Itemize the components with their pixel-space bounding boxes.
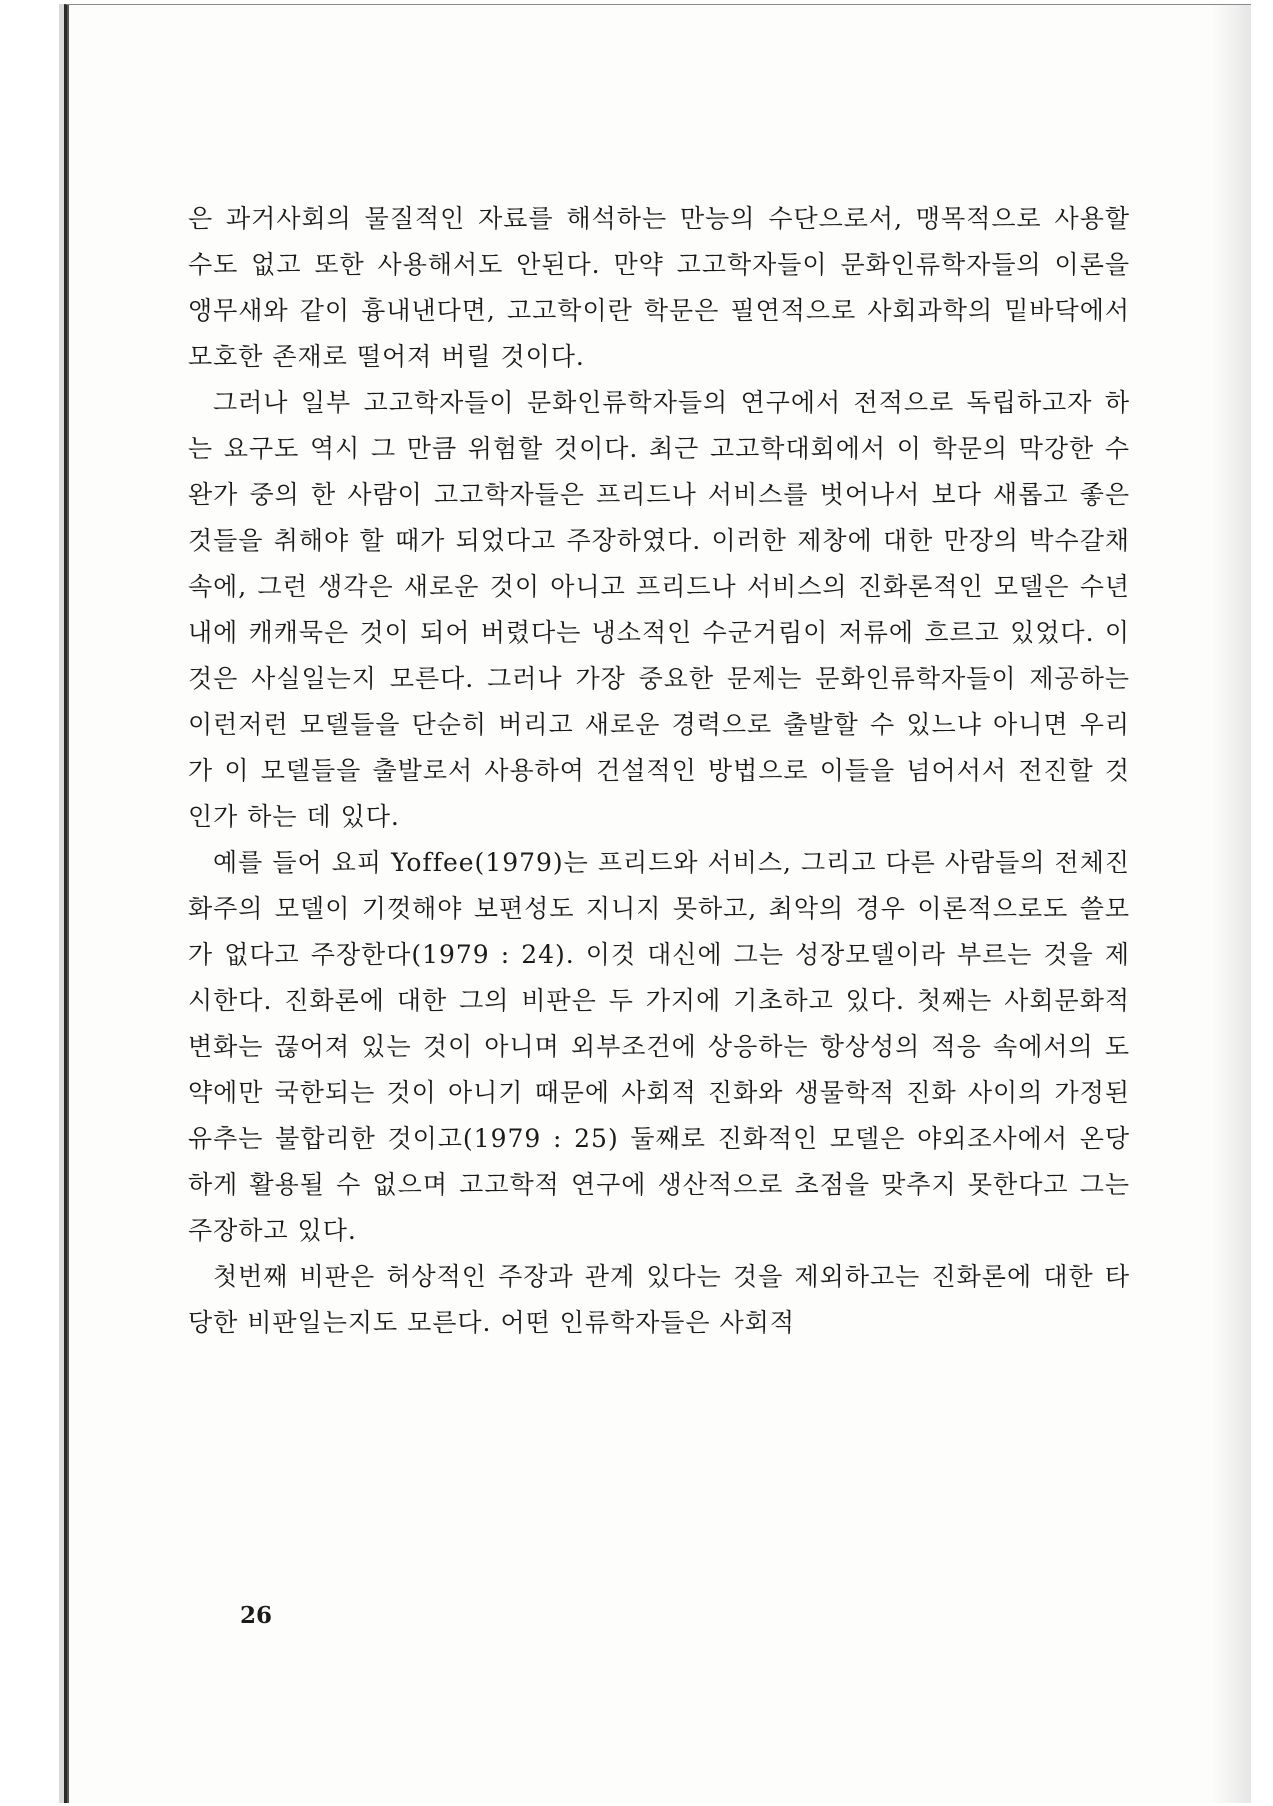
- paragraph-3: 예를 들어 요피 Yoffee(1979)는 프리드와 서비스, 그리고 다른 사람들의 전체진화주의 모델이 기껏해야 보편성도 지니지 못하고, 최악의 경우 이론적으로도 쓸모가 없다고 주장한다(1979 : 24). 이것 대신에 그는 성장모델이라 부르는 것을 제시한다. 진화론에 대한 그의 비판은 두 가지에 기초하고 있다. 첫째는 사회문화적 변화는 끊어져 있는 것이 아니며 외부조건에 상응하는 항상성의 적응 속에서의 도약에만 국한되는 것이 아니기 때문에 사회적 진화와 생물학적 진화 사이의 가정된 유추는 불합리한 것이고(1979 : 25) 둘째로 진화적인 모델은 야외조사에서 온당하게 활용될 수 없으며 고고학적 연구에 생산적으로 초점을 맞추지 못한다고 그는 주장하고 있다.: [188, 848, 1130, 1245]
- page-binding-edge: [67, 5, 69, 1803]
- paragraph-4: 첫번째 비판은 허상적인 주장과 관계 있다는 것을 제외하고는 진화론에 대한 타당한 비판일는지도 모른다. 어떤 인류학자들은 사회적: [188, 1262, 1130, 1337]
- body-text: [188, 196, 1130, 1346]
- paragraph-2: 그러나 일부 고고학자들이 문화인류학자들의 연구에서 전적으로 독립하고자 하는 요구도 역시 그 만큼 위험할 것이다. 최근 고고학대회에서 이 학문의 막강한 수완가 중의 한 사람이 고고학자들은 프리드나 서비스를 벗어나서 보다 새롭고 좋은 것들을 취해야 할 때가 되었다고 주장하였다. 이러한 제창에 대한 만장의 박수갈채 속에, 그런 생각은 새로운 것이 아니고 프리드나 서비스의 진화론적인 모델은 수년내에 캐캐묵은 것이 되어 버렸다는 냉소적인 수군거림이 저류에 흐르고 있었다. 이것은 사실일는지 모른다. 그러나 가장 중요한 문제는 문화인류학자들이 제공하는 이런저런 모델들을 단순히 버리고 새로운 경력으로 출발할 수 있느냐 아니면 우리가 이 모델들을 출발로서 사용하여 건설적인 방법으로 이들을 넘어서서 전진할 것인가 하는 데 있다.: [188, 388, 1130, 831]
- paragraph-1: 은 과거사회의 물질적인 자료를 해석하는 만능의 수단으로서, 맹목적으로 사용할 수도 없고 또한 사용해서도 안된다. 만약 고고학자들이 문화인류학자들의 이론을 앵무새와 같이 흉내낸다면, 고고학이란 학문은 필연적으로 사회과학의 밑바닥에서 모호한 존재로 떨어져 버릴 것이다.: [188, 204, 1130, 371]
- page-edge-shadow: [1211, 5, 1251, 1803]
- page-number: 26: [240, 1602, 273, 1629]
